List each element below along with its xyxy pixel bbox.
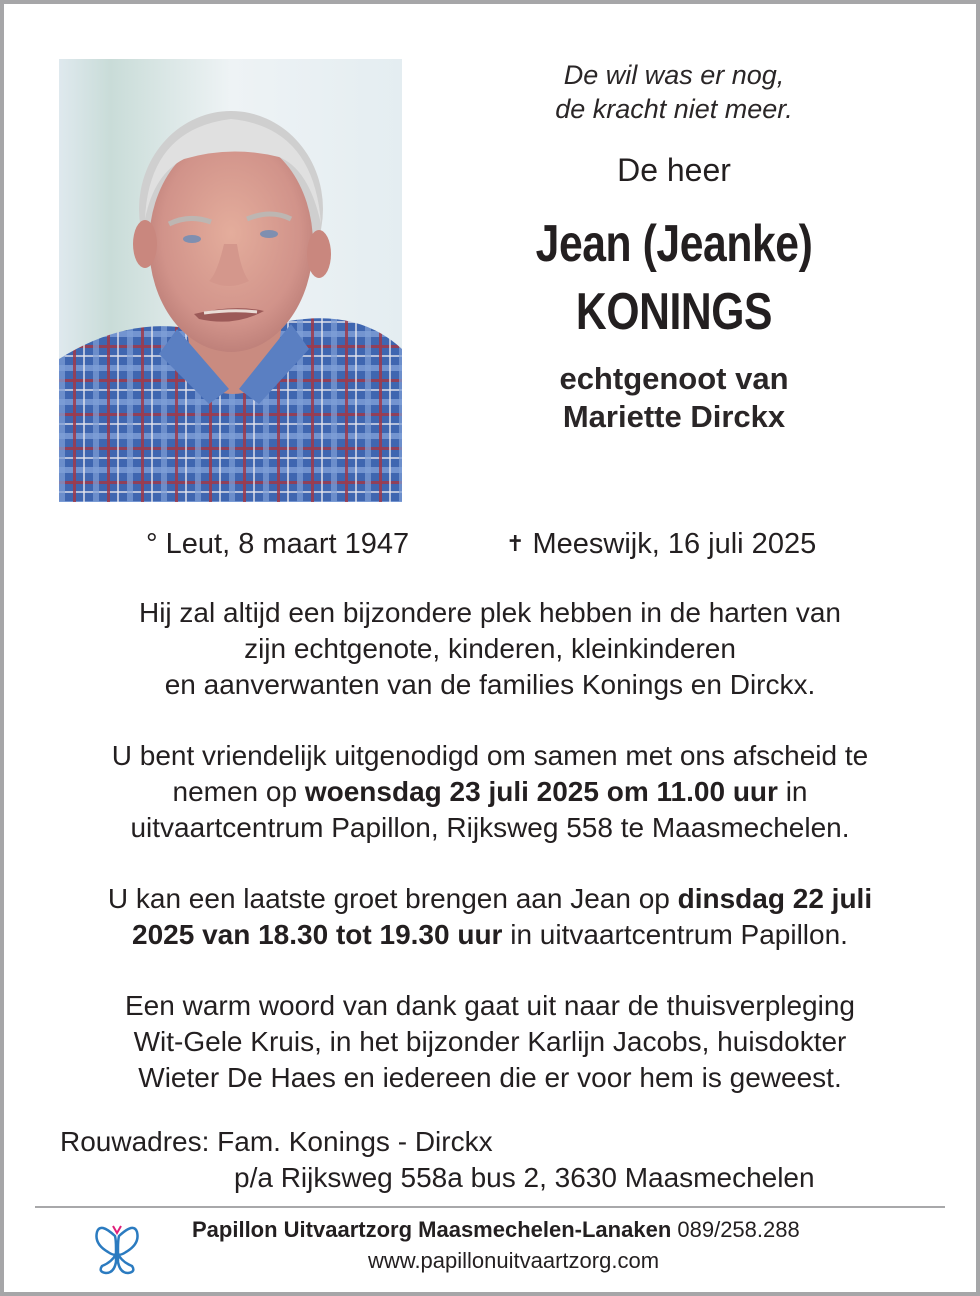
spouse-label: echtgenoot van	[559, 361, 789, 396]
text-span: U kan een laatste groet brengen aan Jean op	[107, 883, 678, 914]
text-line: Een warm woord van dank gaat uit naar de thuisverpleging	[125, 990, 855, 1021]
name-line-first: Jean (Jeanke)	[535, 215, 813, 273]
address-line: p/a Rijksweg 558a bus 2, 3630 Maasmechelen	[234, 1162, 815, 1193]
header-block	[444, 54, 904, 436]
portrait-image-icon	[59, 59, 402, 502]
company-line	[192, 1216, 800, 1244]
paragraph-funeral-invitation	[44, 738, 936, 846]
death-date: Meeswijk, 16 juli 2025	[532, 528, 817, 560]
motto-line: de kracht niet meer.	[555, 94, 793, 124]
death-info	[506, 524, 816, 564]
company-website[interactable]: www.papillonuitvaartzorg.com	[368, 1248, 660, 1273]
funeral-home-footer	[94, 1216, 954, 1282]
footer-divider	[35, 1206, 945, 1208]
text-line: zijn echtgenote, kinderen, kleinkinderen	[244, 633, 736, 664]
text-line: Wit-Gele Kruis, in het bijzonder Karlijn Jacobs, huisdokter	[133, 1026, 847, 1057]
motto-line: De wil was er nog,	[563, 60, 785, 90]
company-name: Papillon Uitvaartzorg Maasmechelen-Lanaken	[192, 1217, 672, 1242]
visitation-time: 2025 van 18.30 tot 19.30 uur	[132, 919, 503, 950]
text-line: U bent vriendelijk uitgenodigd om samen met ons afscheid te	[111, 740, 869, 771]
text-span: nemen op	[172, 776, 305, 807]
text-line	[44, 774, 936, 810]
text-line: uitvaartcentrum Papillon, Rijksweg 558 te Maasmechelen.	[130, 812, 850, 843]
spouse-info	[444, 360, 904, 436]
butterfly-logo-icon	[94, 1218, 140, 1276]
title-prefix: De heer	[617, 152, 731, 188]
paragraph-thanks	[44, 988, 936, 1096]
cross-icon: ✝	[506, 531, 525, 556]
funeral-datetime: woensdag 23 juli 2025 om 11.00 uur	[304, 776, 778, 807]
birth-date: Leut, 8 maart 1947	[165, 528, 410, 560]
text-line	[44, 881, 936, 917]
motto	[444, 58, 904, 126]
name-line-last: KONINGS	[575, 283, 773, 341]
birth-info	[146, 524, 409, 564]
text-line	[44, 917, 936, 953]
birth-symbol-icon: °	[146, 528, 158, 560]
text-line: Hij zal altijd een bijzondere plek hebben in de harten van	[138, 597, 842, 628]
paragraph-visitation	[44, 881, 936, 953]
text-span: in	[777, 776, 808, 807]
text-line: Wieter De Haes en iedereen die er voor hem is geweest.	[138, 1062, 842, 1093]
obituary-card	[4, 4, 976, 1292]
deceased-name	[485, 210, 862, 346]
company-phone: 089/258.288	[671, 1217, 800, 1242]
text-span: in uitvaartcentrum Papillon.	[502, 919, 848, 950]
paragraph-remembrance	[44, 595, 936, 703]
portrait-photo	[59, 59, 402, 502]
spouse-name: Mariette Dirckx	[562, 399, 786, 434]
address-line: Rouwadres: Fam. Konings - Dirckx	[60, 1126, 493, 1157]
text-line: en aanverwanten van de families Konings en Dirckx.	[164, 669, 816, 700]
mourning-address	[60, 1124, 815, 1196]
visitation-date: dinsdag 22 juli	[677, 883, 873, 914]
